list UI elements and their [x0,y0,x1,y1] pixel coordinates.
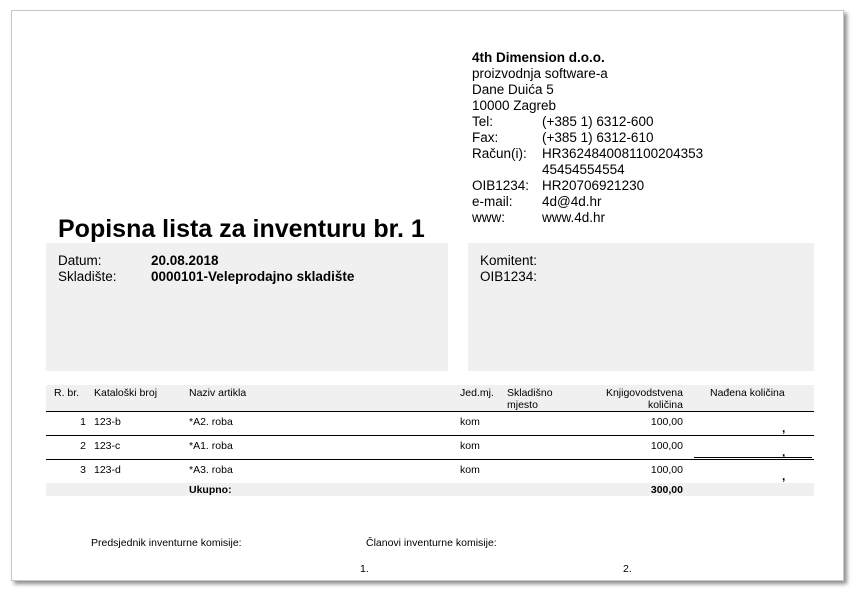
field-label: OIB1234: [472,178,530,193]
cell-rbr: 2 [80,440,86,452]
cell-book-quantity: 100,00 [650,464,683,476]
field-label [472,162,542,178]
company-name: 4th Dimension d.o.o. [472,50,605,65]
table-row [46,460,814,484]
company-field [472,210,703,226]
cell-unit: kom [460,440,480,452]
company-field [472,130,703,146]
field-value: (+385 1) 6312-600 [542,114,654,129]
field-value: (+385 1) 6312-610 [542,130,654,145]
cell-catalog-number: 123-b [94,416,121,428]
field-label: www: [472,210,505,225]
field-value: 45454554554 [542,162,625,177]
table-row [46,412,814,436]
company-activity: proizvodnja software-a [472,66,608,81]
found-quantity-field[interactable]: , [782,469,786,483]
company-info [472,50,703,226]
col-found-quantity: Nađena količina [710,387,785,399]
cell-rbr: 1 [80,416,86,428]
document-title: Popisna lista za inventuru br. 1 [58,215,425,243]
client-label: Komitent: [480,253,538,268]
document-info-box [46,243,448,371]
cell-item-name: *A3. roba [189,464,233,476]
president-signature-label: Predsjednik inventurne komisije: [91,537,242,549]
cell-catalog-number: 123-d [94,464,121,476]
total-value: 300,00 [650,484,683,496]
cell-item-name: *A2. roba [189,416,233,428]
field-label: e-mail: [472,194,513,209]
cell-rbr: 3 [80,464,86,476]
client-info-box [468,243,814,371]
field-value: HR20706921230 [542,178,645,193]
col-item-name: Naziv artikla [189,387,247,399]
cell-unit: kom [460,416,480,428]
company-street: Dane Duića 5 [472,82,554,97]
table-row [46,436,814,460]
table-header [46,385,814,412]
warehouse-label: Skladište: [58,269,117,284]
company-field [472,178,703,194]
table-total-row [46,483,814,496]
field-label: Račun(i): [472,146,527,161]
field-value: www.4d.hr [542,210,606,225]
company-city: 10000 Zagreb [472,98,557,113]
date-value: 20.08.2018 [151,253,219,268]
warehouse-value: 0000101-Veleprodajno skladište [151,269,355,284]
cell-unit: kom [460,464,480,476]
date-label: Datum: [58,253,102,268]
member-1-label: 1. [360,563,369,575]
cell-catalog-number: 123-c [94,440,121,452]
company-field [472,146,703,162]
col-location: Skladišno mjesto [507,387,553,411]
total-label: Ukupno: [189,484,232,496]
col-rbr: R. br. [54,387,80,399]
field-value: 4d@4d.hr [542,194,602,209]
member-2-label: 2. [623,563,632,575]
cell-book-quantity: 100,00 [650,440,683,452]
company-field [472,162,703,178]
col-catalog-number: Kataloški broj [94,387,158,399]
company-field [472,194,703,210]
field-value: HR3624840081100204353 [542,146,704,161]
found-quantity-field[interactable]: , [782,445,786,459]
found-quantity-line [694,457,812,458]
company-field [472,114,703,130]
col-unit: Jed.mj. [460,387,494,399]
field-label: Fax: [472,130,499,145]
client-oib-label: OIB1234: [480,269,538,284]
found-quantity-field[interactable]: , [782,421,786,435]
cell-item-name: *A1. roba [189,440,233,452]
col-book-quantity: Knjigovodstvena količina [605,387,683,411]
cell-book-quantity: 100,00 [650,416,683,428]
field-label: Tel: [472,114,494,129]
members-signature-label: Članovi inventurne komisije: [366,537,497,549]
